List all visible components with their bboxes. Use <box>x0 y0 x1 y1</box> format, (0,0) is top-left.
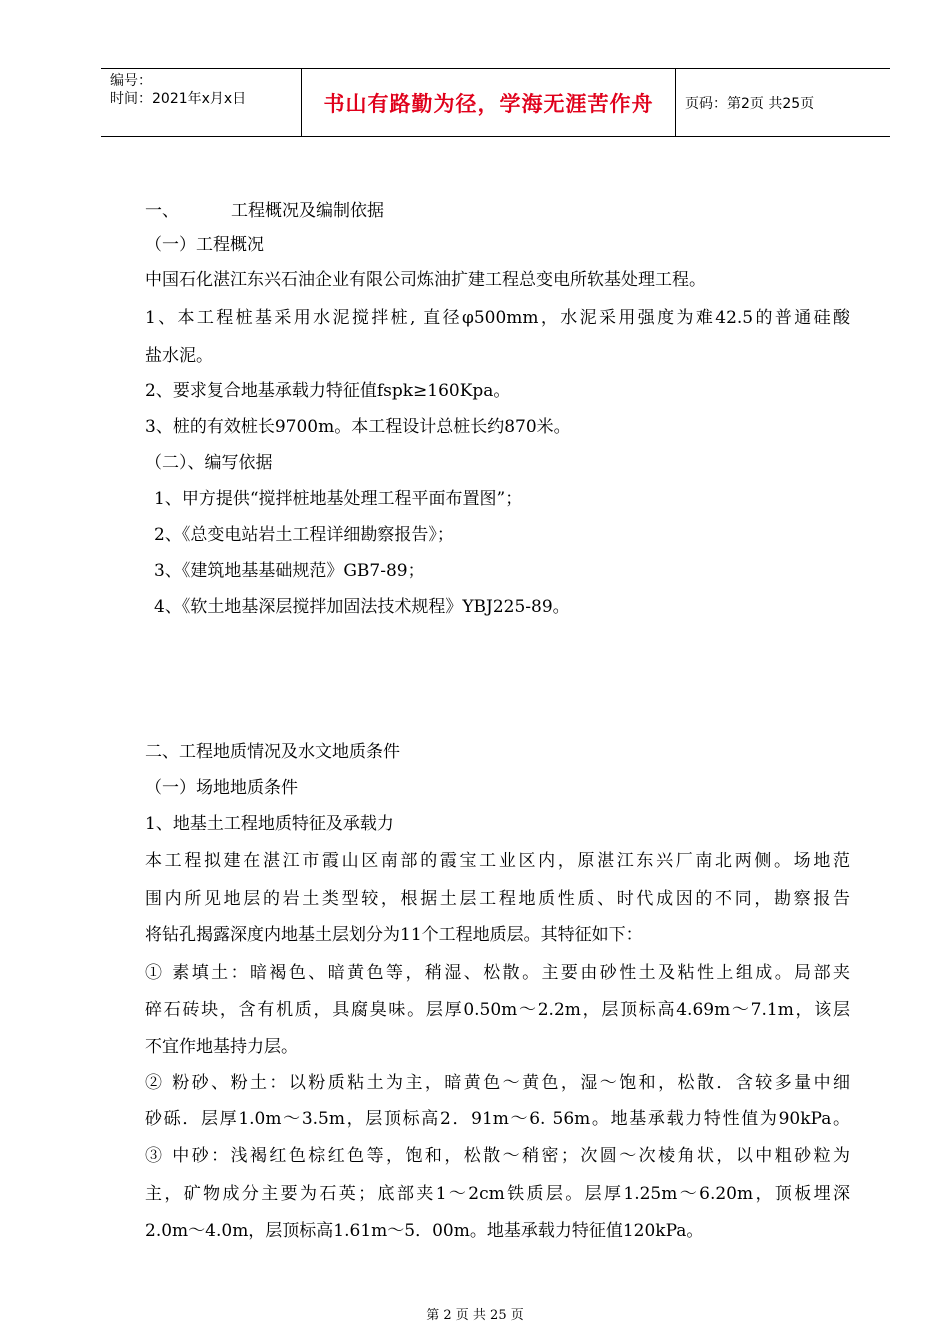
subsection-heading: （一）场地地质条件 <box>145 778 298 798</box>
paragraph: 中国石化湛江东兴石油企业有限公司炼油扩建工程总变电所软基处理工程。 <box>145 270 706 290</box>
reference-item: 4、《软土地基深层搅拌加固法技术规程》YBJ225-89。 <box>154 597 570 617</box>
subsection-heading: （二）、编写依据 <box>145 453 273 473</box>
layer-description-line: 不宜作地基持力层。 <box>145 1037 298 1057</box>
paragraph: 2、要求复合地基承载力特征值fspk≥160Kpa。 <box>145 381 511 401</box>
header-number-label: 编号： <box>110 73 152 89</box>
page-header <box>101 68 890 137</box>
section-heading-1 <box>145 200 384 222</box>
header-meta <box>110 72 246 108</box>
layer-description-line: 2.0m～4.0m，层顶标高1.61m～5．00m。地基承载力特征值120kPa。 <box>145 1221 704 1241</box>
paragraph-line: 将钻孔揭露深度内地基土层划分为11个工程地质层。其特征如下： <box>145 925 643 945</box>
layer-description-line: 砂砾．层厚1.0m～3.5m，层顶标高2．91m～6. 56m。地基承载力特性值为90kPa。 <box>145 1109 850 1129</box>
paragraph-line: 1、本工程桩基采用水泥搅拌桩, 直径φ500mm，水泥采用强度为难42.5的普通硅酸 <box>145 308 850 328</box>
reference-item: 2、《总变电站岩土工程详细勘察报告》； <box>154 525 454 545</box>
reference-item: 1、甲方提供“搅拌桩地基处理工程平面布置图”； <box>154 489 523 509</box>
layer-description-line: ② 粉砂、粉土：以粉质粘土为主，暗黄色～黄色，湿～饱和，松散．含较多量中细 <box>145 1073 850 1093</box>
layer-description-line: ① 素填土：暗褐色、暗黄色等，稍湿、松散。主要由砂性土及粘性上组成。局部夹 <box>145 963 850 983</box>
reference-item: 3、《建筑地基基础规范》GB7-89； <box>154 561 425 581</box>
section-heading-2: 二、工程地质情况及水文地质条件 <box>145 742 400 762</box>
section-title: 工程概况及编制依据 <box>231 201 384 221</box>
layer-description-line: 主，矿物成分主要为石英；底部夹1～2cm铁质层。层厚1.25m～6.20m，顶板埋深 <box>145 1184 850 1204</box>
layer-description-line: 碎石砖块，含有机质，具腐臭味。层厚0.50m～2.2m，层顶标高4.69m～7.1m，该层 <box>145 1000 850 1020</box>
header-divider <box>675 69 676 136</box>
header-motto: 书山有路勤为径，学海无涯苦作舟 <box>323 91 654 116</box>
paragraph: 3、桩的有效桩长9700m。本工程设计总桩长约870米。 <box>145 417 571 437</box>
subsection-heading: （一）工程概况 <box>145 235 264 255</box>
item-heading: 1、地基土工程地质特征及承载力 <box>145 814 394 834</box>
header-time-label: 时间：2021年x月x日 <box>110 91 247 107</box>
layer-description-line: ③ 中砂：浅褐红色棕红色等，饱和，松散～稍密；次圆～次棱角状，以中粗砂粒为 <box>145 1146 850 1166</box>
paragraph-line: 围内所见地层的岩土类型较，根据土层工程地质性质、时代成因的不同，勘察报告 <box>145 889 850 909</box>
section-number: 一、 <box>145 201 179 221</box>
paragraph-line: 本工程拟建在湛江市霞山区南部的霞宝工业区内，原湛江东兴厂南北两侧。场地范 <box>145 851 850 871</box>
page-footer: 第 2 页 共 25 页 <box>426 1308 524 1323</box>
header-page-info: 页码：第2页 共25页 <box>685 95 815 112</box>
paragraph-line: 盐水泥。 <box>145 346 213 366</box>
